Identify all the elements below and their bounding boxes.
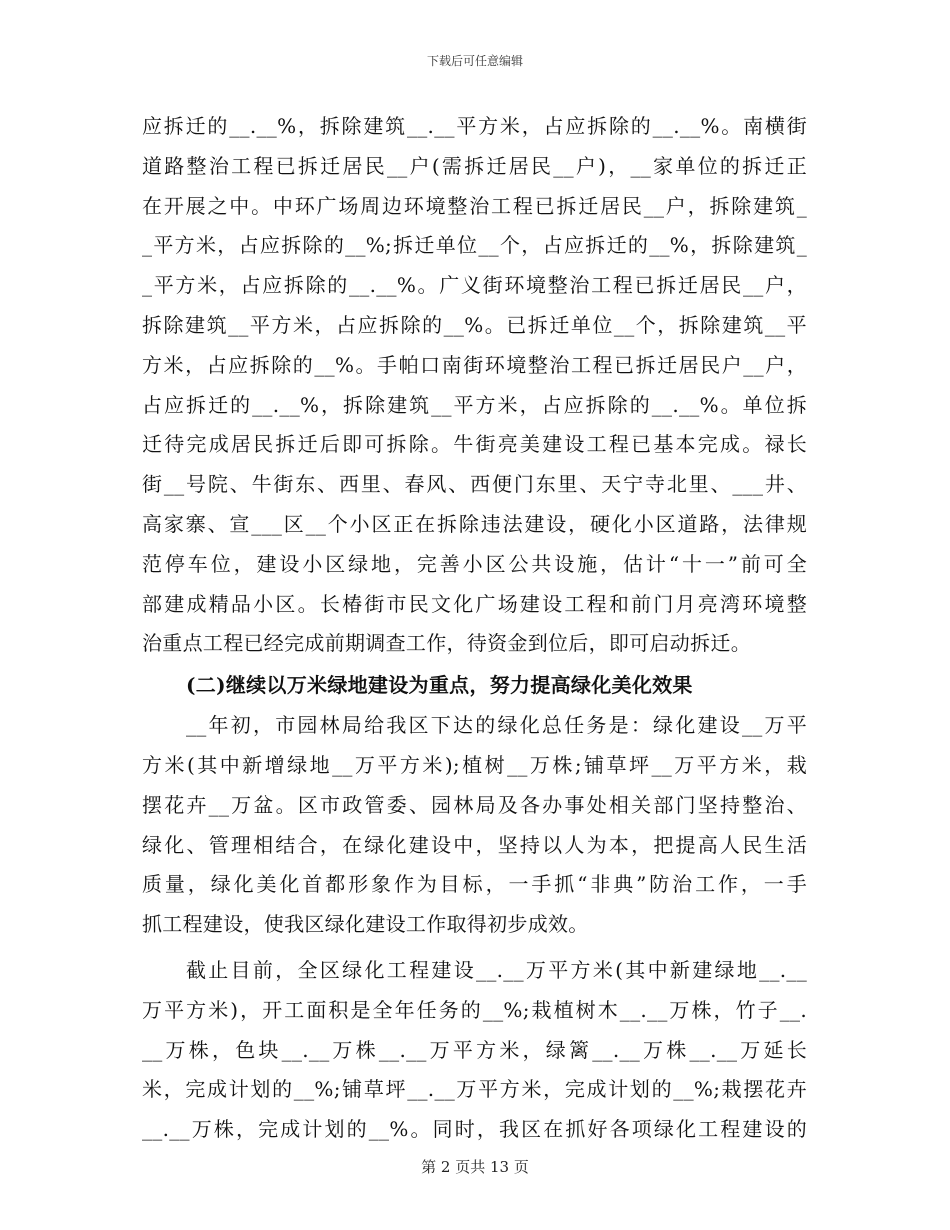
text-line: 摆花卉__万盆。区市政管委、园林局及各办事处相关部门坚持整治、	[142, 792, 807, 817]
text-line: 质量，绿化美化首都形象作为目标，一手抓“非典”防治工作，一手	[142, 872, 807, 897]
document-body	[142, 107, 807, 1150]
text-line: 米，完成计划的__%;铺草坪__.__万平方米，完成计划的__%;栽摆花卉	[142, 1077, 807, 1102]
paragraph-greening-task	[142, 706, 807, 945]
page-number-footer: 第 2 页共 13 页	[421, 1158, 529, 1176]
text-line: _平方米，占应拆除的__.__%。广义街环境整治工程已拆迁居民__户，	[142, 273, 807, 298]
text-line: 街__号院、牛街东、西里、春风、西便门东里、天宁寺北里、___井、	[142, 472, 807, 497]
text-line: 迁待完成居民拆迁后即可拆除。牛街亮美建设工程已基本完成。禄长	[142, 432, 807, 457]
text-line: 在开展之中。中环广场周边环境整治工程已拆迁居民__户，拆除建筑_	[142, 193, 807, 218]
paragraph-demolition	[142, 107, 807, 664]
text-line: 截止目前，全区绿化工程建设__.__万平方米(其中新建绿地__.__	[186, 957, 807, 982]
text-line: __万株，色块__.__万株__.__万平方米，绿篱__.__万株__.__万延长	[142, 1037, 807, 1062]
text-line: 方米，占应拆除的__%。手帕口南街环境整治工程已拆迁居民户__户，	[142, 352, 807, 377]
section-heading: (二)继续以万米绿地建设为重点，努力提高绿化美化效果	[186, 673, 693, 698]
text-line: 治重点工程已经完成前期调查工作，待资金到位后，即可启动拆迁。	[142, 631, 751, 656]
text-line: 范停车位，建设小区绿地，完善小区公共设施，估计“十一”前可全	[142, 551, 807, 576]
text-line: 道路整治工程已拆迁居民__户(需拆迁居民__户)，__家单位的拆迁正	[142, 153, 807, 178]
text-line: _平方米，占应拆除的__%;拆迁单位__个，占应拆迁的__%，拆除建筑_	[142, 233, 807, 258]
text-line: 高家寨、宣___区__个小区正在拆除违法建设，硬化小区道路，法律规	[142, 511, 807, 536]
text-line: 占应拆迁的__.__%，拆除建筑__平方米，占应拆除的__.__%。单位拆	[142, 392, 807, 417]
text-line: 应拆迁的__.__%，拆除建筑__.__平方米，占应拆除的__.__%。南横街	[142, 114, 807, 138]
text-line: 绿化、管理相结合，在绿化建设中，坚持以人为本，把提高人民生活	[142, 832, 807, 857]
text-line: 方米(其中新增绿地__万平方米);植树__万株;铺草坪__万平方米，栽	[142, 752, 807, 777]
paragraph-greening-progress	[142, 951, 807, 1150]
text-line: __.__万株，完成计划的__%。同时，我区在抓好各项绿化工程建设的	[142, 1117, 807, 1142]
text-line: 拆除建筑__平方米，占应拆除的__%。已拆迁单位__个，拆除建筑__平	[142, 312, 807, 337]
text-line: 抓工程建设，使我区绿化建设工作取得初步成效。	[142, 912, 589, 937]
text-line: __年初，市园林局给我区下达的绿化总任务是：绿化建设__万平	[186, 713, 807, 738]
text-line: 部建成精品小区。长椿街市民文化广场建设工程和前门月亮湾环境整	[142, 591, 807, 616]
page-header: 下载后可任意编辑	[426, 54, 523, 68]
text-line: 万平方米)，开工面积是全年任务的__%;栽植树木__.__万株，竹子__.	[142, 997, 807, 1022]
